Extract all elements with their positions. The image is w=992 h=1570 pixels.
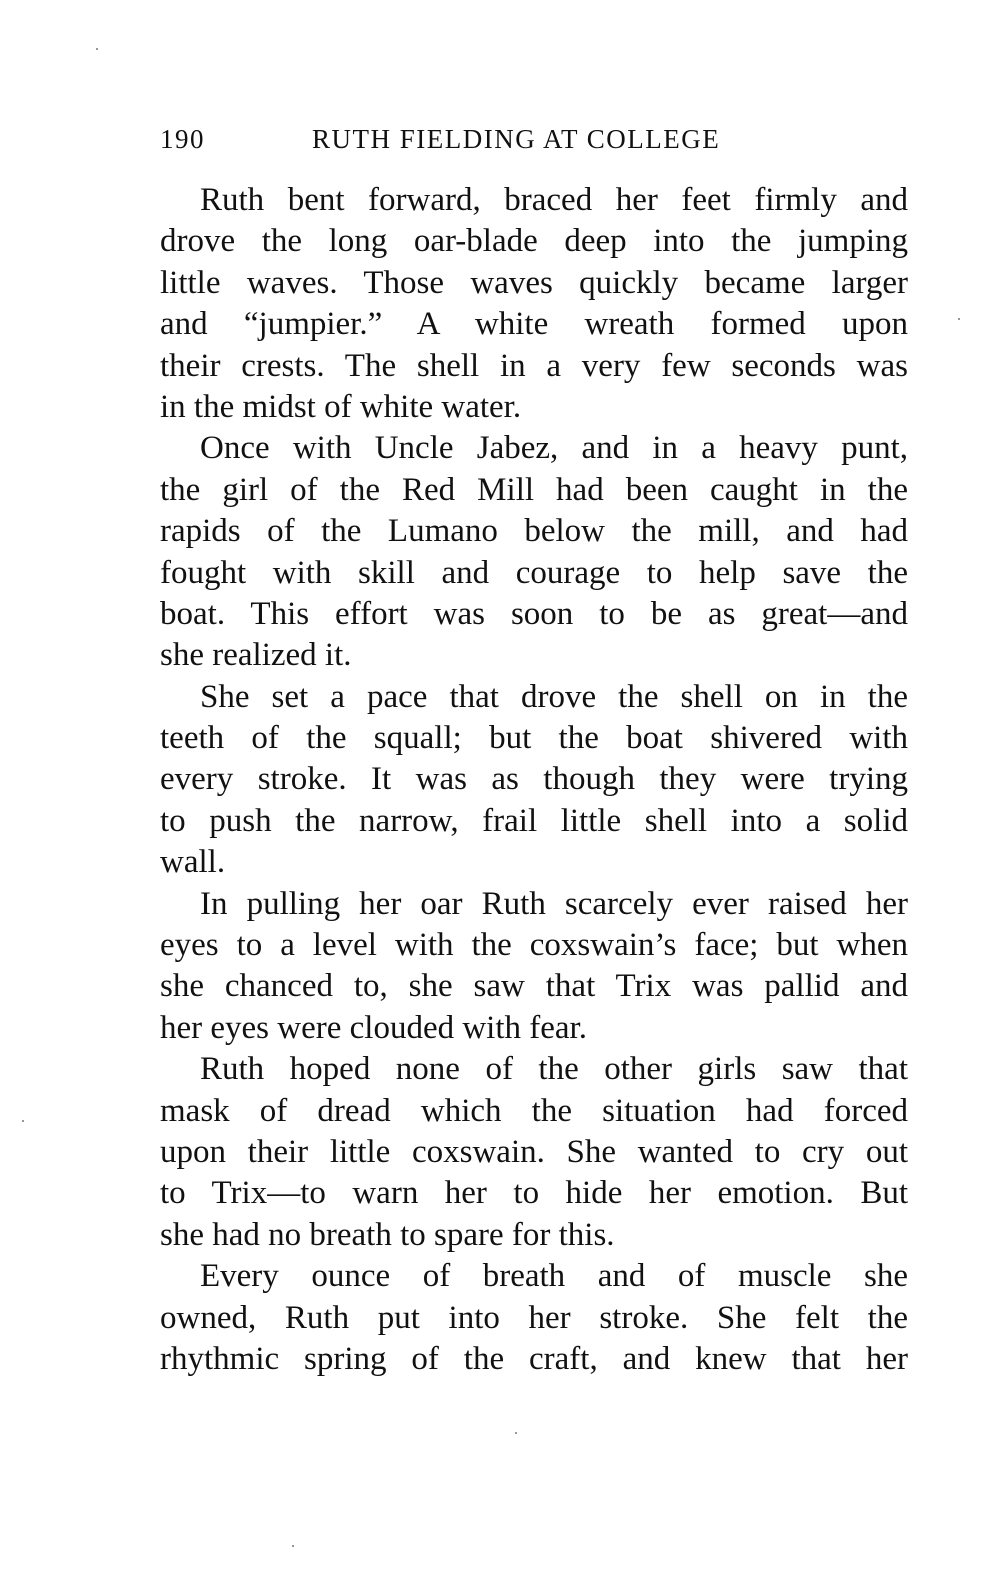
- paragraph-4: [160, 884, 908, 1050]
- text-line: fought with skill and courage to help save the: [160, 554, 908, 591]
- paragraph-2: [160, 428, 908, 676]
- paragraph-6: [160, 1256, 908, 1380]
- text-line: she realized it.: [160, 637, 352, 674]
- text-line: she chanced to, she saw that Trix was pallid and: [160, 968, 908, 1005]
- text-line: their crests. The shell in a very few seconds was: [160, 347, 908, 384]
- text-line: to push the narrow, frail little shell into a solid: [160, 802, 908, 839]
- text-line: In pulling her oar Ruth scarcely ever raised her: [200, 885, 908, 922]
- paragraph-1: [160, 180, 908, 428]
- scan-speck: [22, 1120, 24, 1122]
- text-line: eyes to a level with the coxswain’s face; but when: [160, 927, 908, 964]
- paragraph-5: [160, 1049, 908, 1256]
- text-line: rhythmic spring of the craft, and knew that her: [160, 1340, 908, 1377]
- text-line: to Trix—to warn her to hide her emotion. But: [160, 1175, 908, 1212]
- page-number: 190: [160, 124, 205, 154]
- body-text: [160, 180, 908, 1380]
- text-line: her eyes were clouded with fear.: [160, 1009, 587, 1046]
- text-line: Ruth hoped none of the other girls saw that: [200, 1051, 908, 1088]
- text-line: the girl of the Red Mill had been caught in the: [160, 471, 908, 508]
- text-line: little waves. Those waves quickly became larger: [160, 264, 908, 301]
- text-line: Every ounce of breath and of muscle she: [200, 1258, 908, 1295]
- scan-speck: [958, 318, 960, 320]
- text-line: Ruth bent forward, braced her feet firmly and: [200, 182, 908, 218]
- text-line: She set a pace that drove the shell on in the: [200, 678, 908, 715]
- text-line: wall.: [160, 844, 226, 881]
- scan-speck: [515, 1432, 517, 1434]
- text-line: rapids of the Lumano below the mill, and had: [160, 513, 908, 550]
- text-line: in the midst of white water.: [160, 388, 522, 425]
- running-head: [160, 118, 910, 162]
- text-line: every stroke. It was as though they were trying: [160, 761, 908, 798]
- text-line: and “jumpier.” A white wreath formed upon: [160, 306, 908, 343]
- scan-speck: [292, 1545, 294, 1547]
- text-line: teeth of the squall; but the boat shivered with: [160, 720, 908, 757]
- paragraph-3: [160, 677, 908, 884]
- text-line: drove the long oar-blade deep into the jumping: [160, 223, 908, 260]
- text-line: boat. This effort was soon to be as great—and: [160, 595, 908, 632]
- text-line: she had no breath to spare for this.: [160, 1216, 615, 1253]
- scan-speck: [96, 48, 98, 50]
- text-line: Once with Uncle Jabez, and in a heavy punt,: [200, 430, 908, 467]
- text-line: upon their little coxswain. She wanted to cry out: [160, 1133, 908, 1170]
- text-line: mask of dread which the situation had forced: [160, 1092, 908, 1129]
- text-line: owned, Ruth put into her stroke. She felt the: [160, 1299, 908, 1336]
- running-title: RUTH FIELDING AT COLLEGE: [312, 124, 721, 154]
